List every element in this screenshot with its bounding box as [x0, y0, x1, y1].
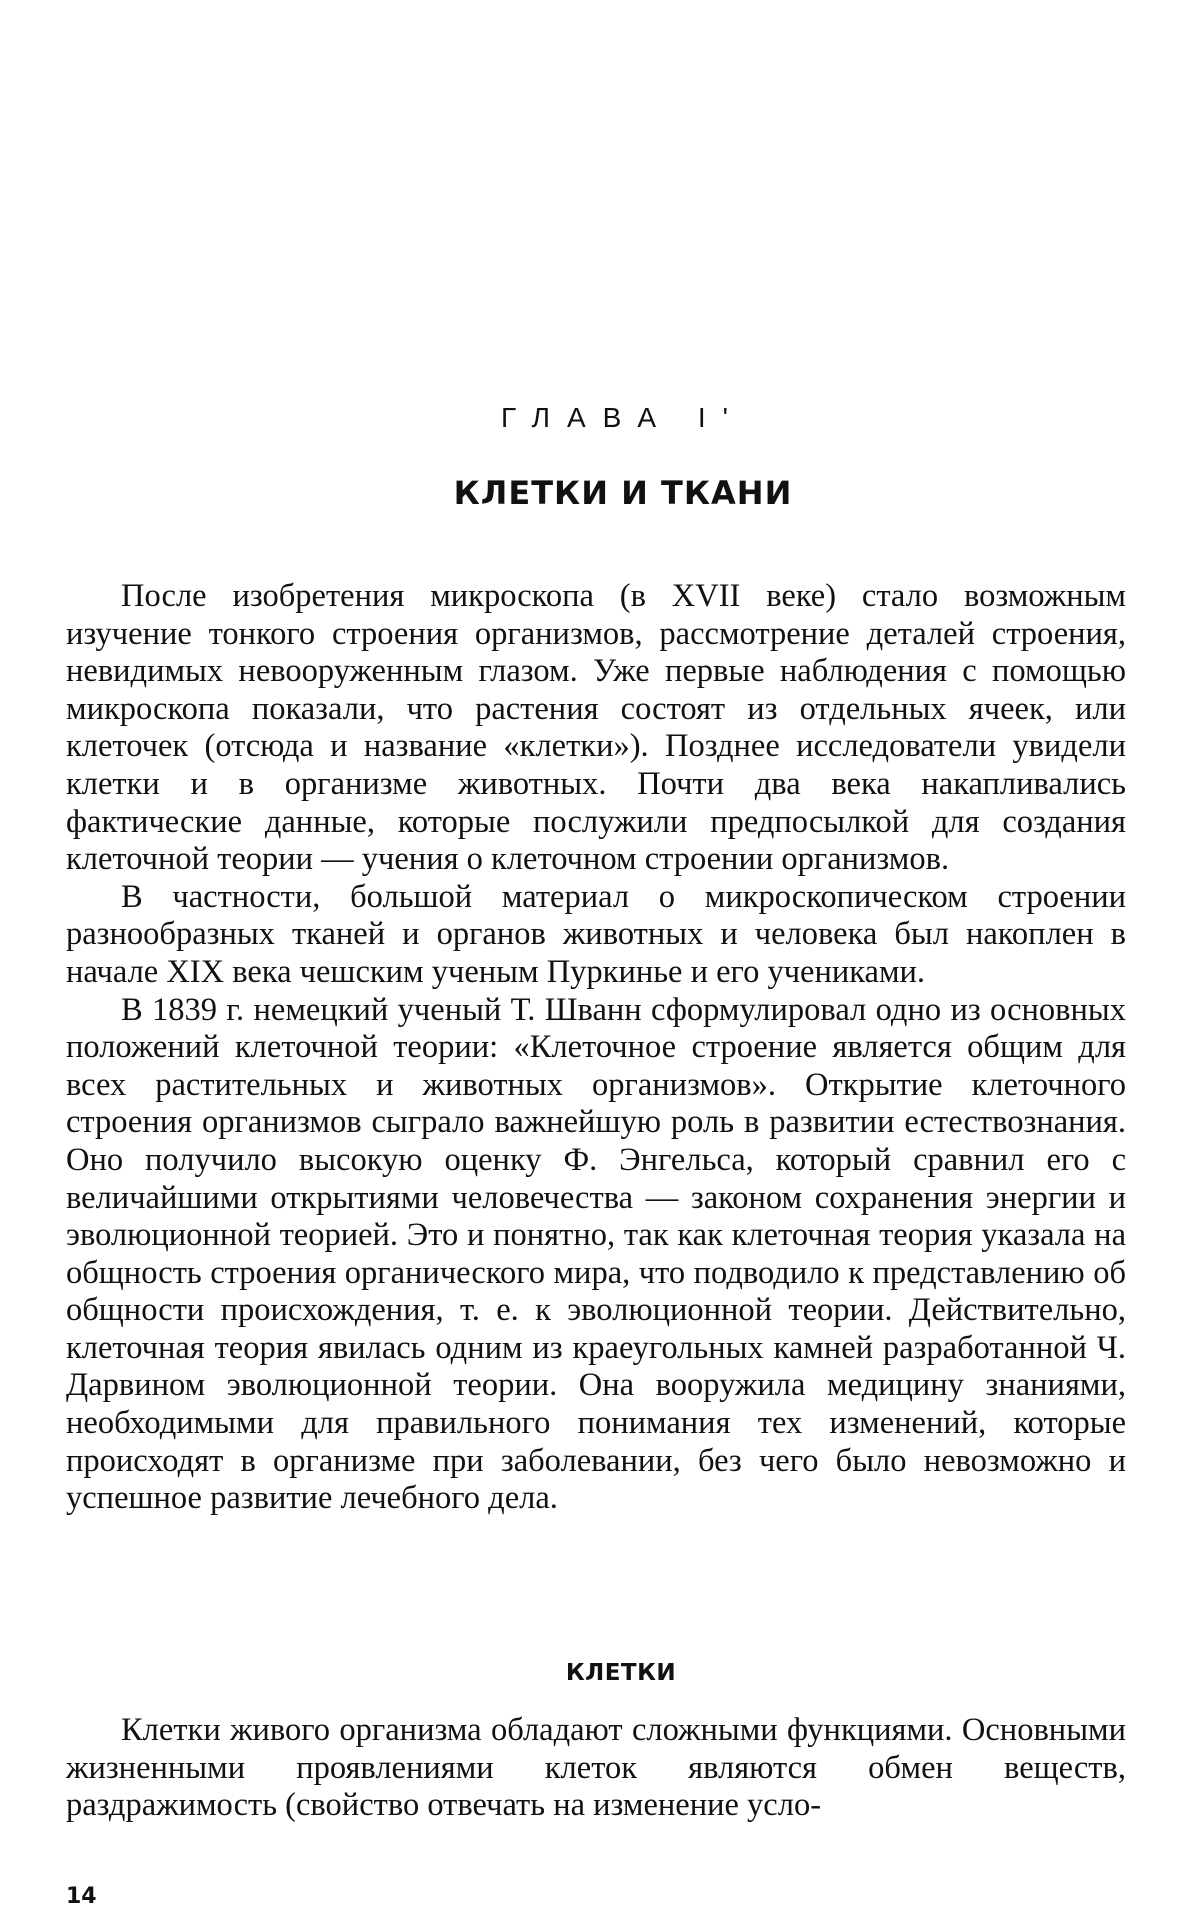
section-text — [66, 1712, 1126, 1825]
paragraph: После изобретения микроскопа (в XVII веке) стало возможным изучение тонкого строения организмов, рассмотрение деталей строения, невидимых невооруженным глазом. Уже первые наблюдения с помощью микроскопа показали, что растения состоят из отдельных ячеек, или клеточек (отсюда и название «клетки»). Позднее исследователи увидели клетки и в организме животных. Почти два века накапливались фактические данные, которые послужили предпосылкой для создания клеточной теории — учения о клеточном строении организмов. — [66, 578, 1126, 878]
paragraph: В частности, большой материал о микроскопическом строении разнообразных тканей и органов животных и человека был накоплен в начале XIX века чешским ученым Пуркинье и его учениками. — [66, 878, 1126, 990]
chapter-title: КЛЕТКИ И ТКАНИ — [453, 474, 793, 512]
intro-text — [66, 578, 1126, 1518]
paragraph: Клетки живого организма обладают сложными функциями. Основными жизненными проявлениями клеток являются обмен веществ, раздражимость (свойство отвечать на изменение усло- — [66, 1712, 1126, 1824]
paragraph: В 1839 г. немецкий ученый Т. Шванн сформулировал одно из основных положений клеточной теории: «Клеточное строение является общим для всех растительных и животных организмов». Открытие клеточного строения организмов сыграло важнейшую роль в развитии естествознания. Оно получило высокую оценку Ф. Энгельса, который сравнил его с величайшими открытиями человечества — законом сохранения энергии и эволюционной теорией. Это и понятно, так как клеточная теория указала на общность строения органического мира, что подводило к представлению об общности происхождения, т. е. к эволюционной теории. Действительно, клеточная теория явилась одним из краеугольных камней разработанной Ч. Дарвином эволюционной теории. Она вооружила медицину знаниями, необходимыми для правильного понимания тех изменений, которые происходят в организме при заболевании, без чего было невозможно и успешное развитие лечебного дела. — [66, 991, 1126, 1517]
section-heading: КЛЕТКИ — [565, 1660, 677, 1686]
chapter-label: ГЛАВА I' — [501, 402, 745, 433]
page-number: 14 — [66, 1884, 97, 1909]
